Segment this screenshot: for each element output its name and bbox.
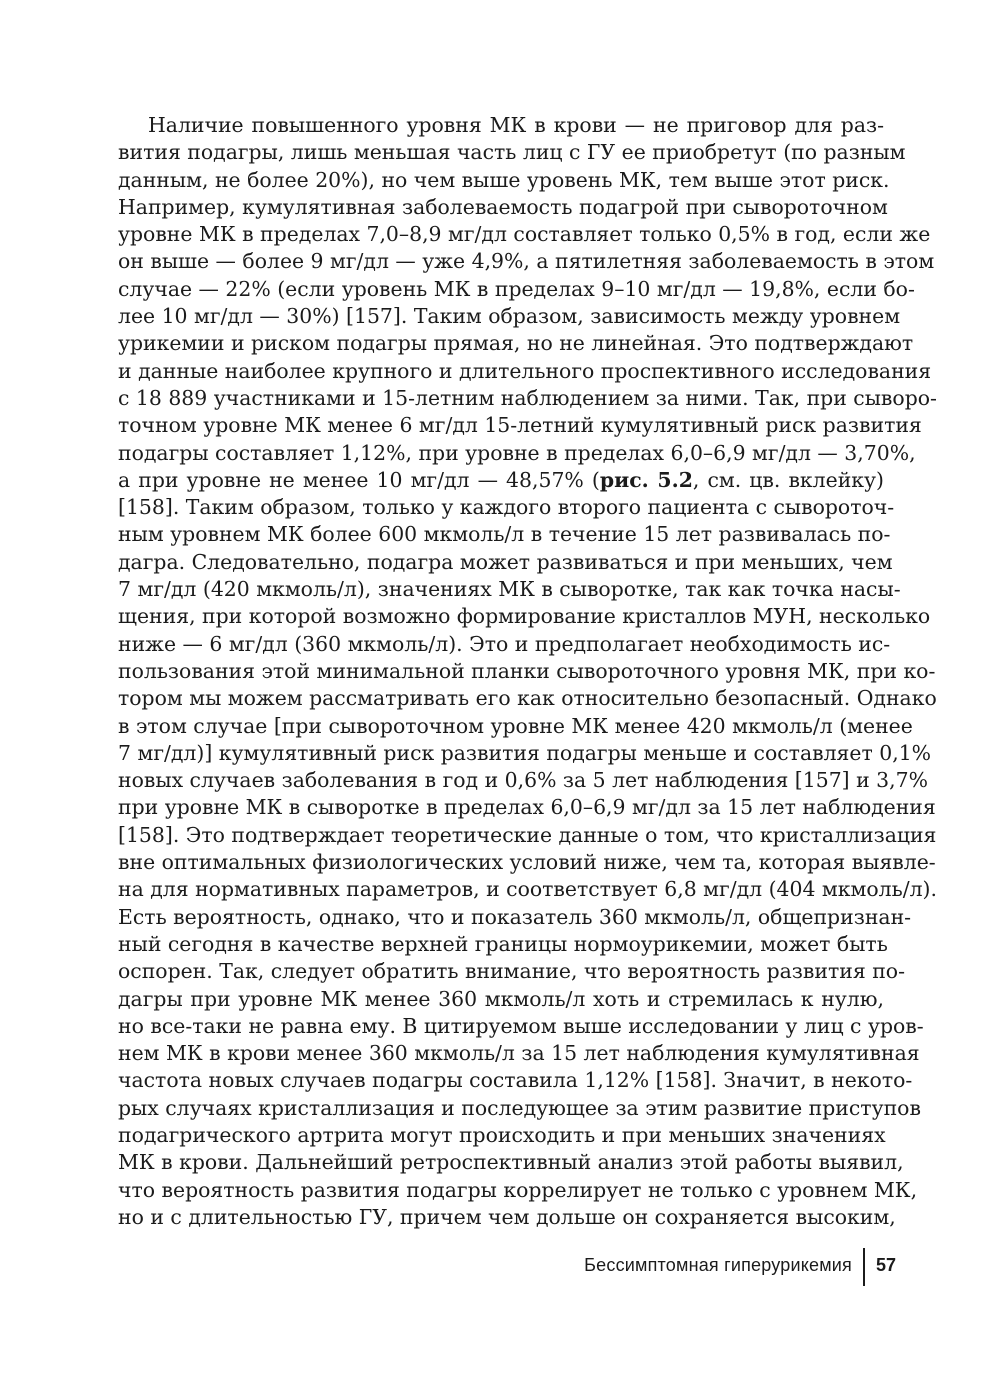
text-line: [158]. Это подтверждает теоретические данные о том, что кристаллизация [118, 822, 937, 847]
text-line: Наличие повышенного уровня МК в крови — не приговор для раз- [148, 113, 884, 137]
text-line: 7 мг/дл)] кумулятивный риск развития подагры меньше и составляет 0,1% [118, 740, 932, 765]
text-line: вне оптимальных физиологических условий ниже, чем та, которая выявле- [118, 850, 936, 875]
text-line: данным, не более 20%), но чем выше уровень МК, тем выше этот риск. [118, 167, 890, 192]
text-line: 7 мг/дл (420 мкмоль/л), значениях МК в сыворотке, так как точка насы- [118, 577, 901, 602]
text-line: дагра. Следовательно, подагра может развиваться и при меньших, чем [118, 549, 893, 574]
text-line: оспорен. Так, следует обратить внимание, что вероятность развития по- [118, 959, 905, 984]
text-line: подагрического артрита могут происходить и при меньших значениях [118, 1122, 886, 1147]
text-line: рых случаях кристаллизация и последующее за этим развитие приступов [118, 1095, 921, 1120]
text-line: щения, при которой возможно формирование кристаллов МУН, несколько [118, 604, 931, 629]
page-footer [0, 1248, 1000, 1288]
figure-reference: рис. 5.2 [599, 467, 693, 492]
text-line: но и с длительностью ГУ, причем чем дольше он сохраняется высоким, [118, 1204, 896, 1229]
text-line-with-figure-ref [118, 467, 884, 494]
text-line: дагры при уровне МК менее 360 мкмоль/л хоть и стремилась к нулю, [118, 986, 884, 1011]
footer-divider [863, 1248, 865, 1286]
text-line: тором мы можем рассматривать его как относительно безопасный. Однако [118, 686, 937, 711]
text-line: лее 10 мг/дл — 30%) [157]. Таким образом, зависимость между уровнем [118, 304, 901, 329]
text-line: и данные наиболее крупного и длительного проспективного исследования [118, 358, 932, 383]
text-line: Есть вероятность, однако, что и показатель 360 мкмоль/л, общепризнан- [118, 904, 912, 929]
text-line: вития подагры, лишь меньшая часть лиц с ГУ ее приобретут (по разным [118, 140, 906, 165]
text-line: он выше — более 9 мг/дл — уже 4,9%, а пятилетняя заболеваемость в этом [118, 249, 935, 274]
text-line: ным уровнем МК более 600 мкмоль/л в течение 15 лет развивалась по- [118, 522, 891, 547]
text-line: Например, кумулятивная заболеваемость подагрой при сывороточном [118, 194, 888, 219]
text-line: случае — 22% (если уровень МК в пределах 9–10 мг/дл — 19,8%, если бо- [118, 276, 915, 301]
text-line: пользования этой минимальной планки сывороточного уровня МК, при ко- [118, 658, 936, 683]
text-line: МК в крови. Дальнейший ретроспективный анализ этой работы выявил, [118, 1150, 904, 1175]
text-line: с 18 889 участниками и 15-летним наблюдением за ними. Так, при сыворо- [118, 385, 937, 410]
text-line: частота новых случаев подагры составила 1,12% [158]. Значит, в некото- [118, 1068, 913, 1093]
text-line: уровне МК в пределах 7,0–8,9 мг/дл составляет только 0,5% в год, если же [118, 222, 931, 247]
text-line: точном уровне МК менее 6 мг/дл 15-летний кумулятивный риск развития [118, 413, 922, 438]
text-line: при уровне МК в сыворотке в пределах 6,0–6,9 мг/дл за 15 лет наблюдения [118, 795, 936, 820]
text-segment: а при уровне не менее 10 мг/дл — 48,57% ( [118, 467, 600, 492]
text-line: но все-таки не равна ему. В цитируемом выше исследовании у лиц с уров- [118, 1013, 924, 1038]
text-line: нем МК в крови менее 360 мкмоль/л за 15 лет наблюдения кумулятивная [118, 1041, 920, 1066]
text-line: новых случаев заболевания в год и 0,6% за 5 лет наблюдения [157] и 3,7% [118, 768, 928, 793]
text-line: урикемии и риском подагры прямая, но не линейная. Это подтверждают [118, 331, 914, 356]
text-line: ный сегодня в качестве верхней границы нормоурикемии, может быть [118, 931, 888, 956]
running-title: Бессимптомная гиперурикемия [584, 1255, 852, 1275]
page-number: 57 [876, 1255, 897, 1275]
text-line: подагры составляет 1,12%, при уровне в пределах 6,0–6,9 мг/дл — 3,70%, [118, 440, 916, 465]
text-line: на для нормативных параметров, и соответствует 6,8 мг/дл (404 мкмоль/л). [118, 877, 937, 902]
text-line: что вероятность развития подагры коррелирует не только с уровнем МК, [118, 1177, 918, 1202]
text-line: в этом случае [при сывороточном уровне МК менее 420 мкмоль/л (менее [118, 713, 913, 738]
text-segment: , см. цв. вклейку) [692, 467, 884, 492]
body-text [118, 112, 937, 1231]
text-line: [158]. Таким образом, только у каждого второго пациента с сывороточ- [118, 495, 895, 520]
text-line: ниже — 6 мг/дл (360 мкмоль/л). Это и предполагает необходимость ис- [118, 631, 891, 656]
